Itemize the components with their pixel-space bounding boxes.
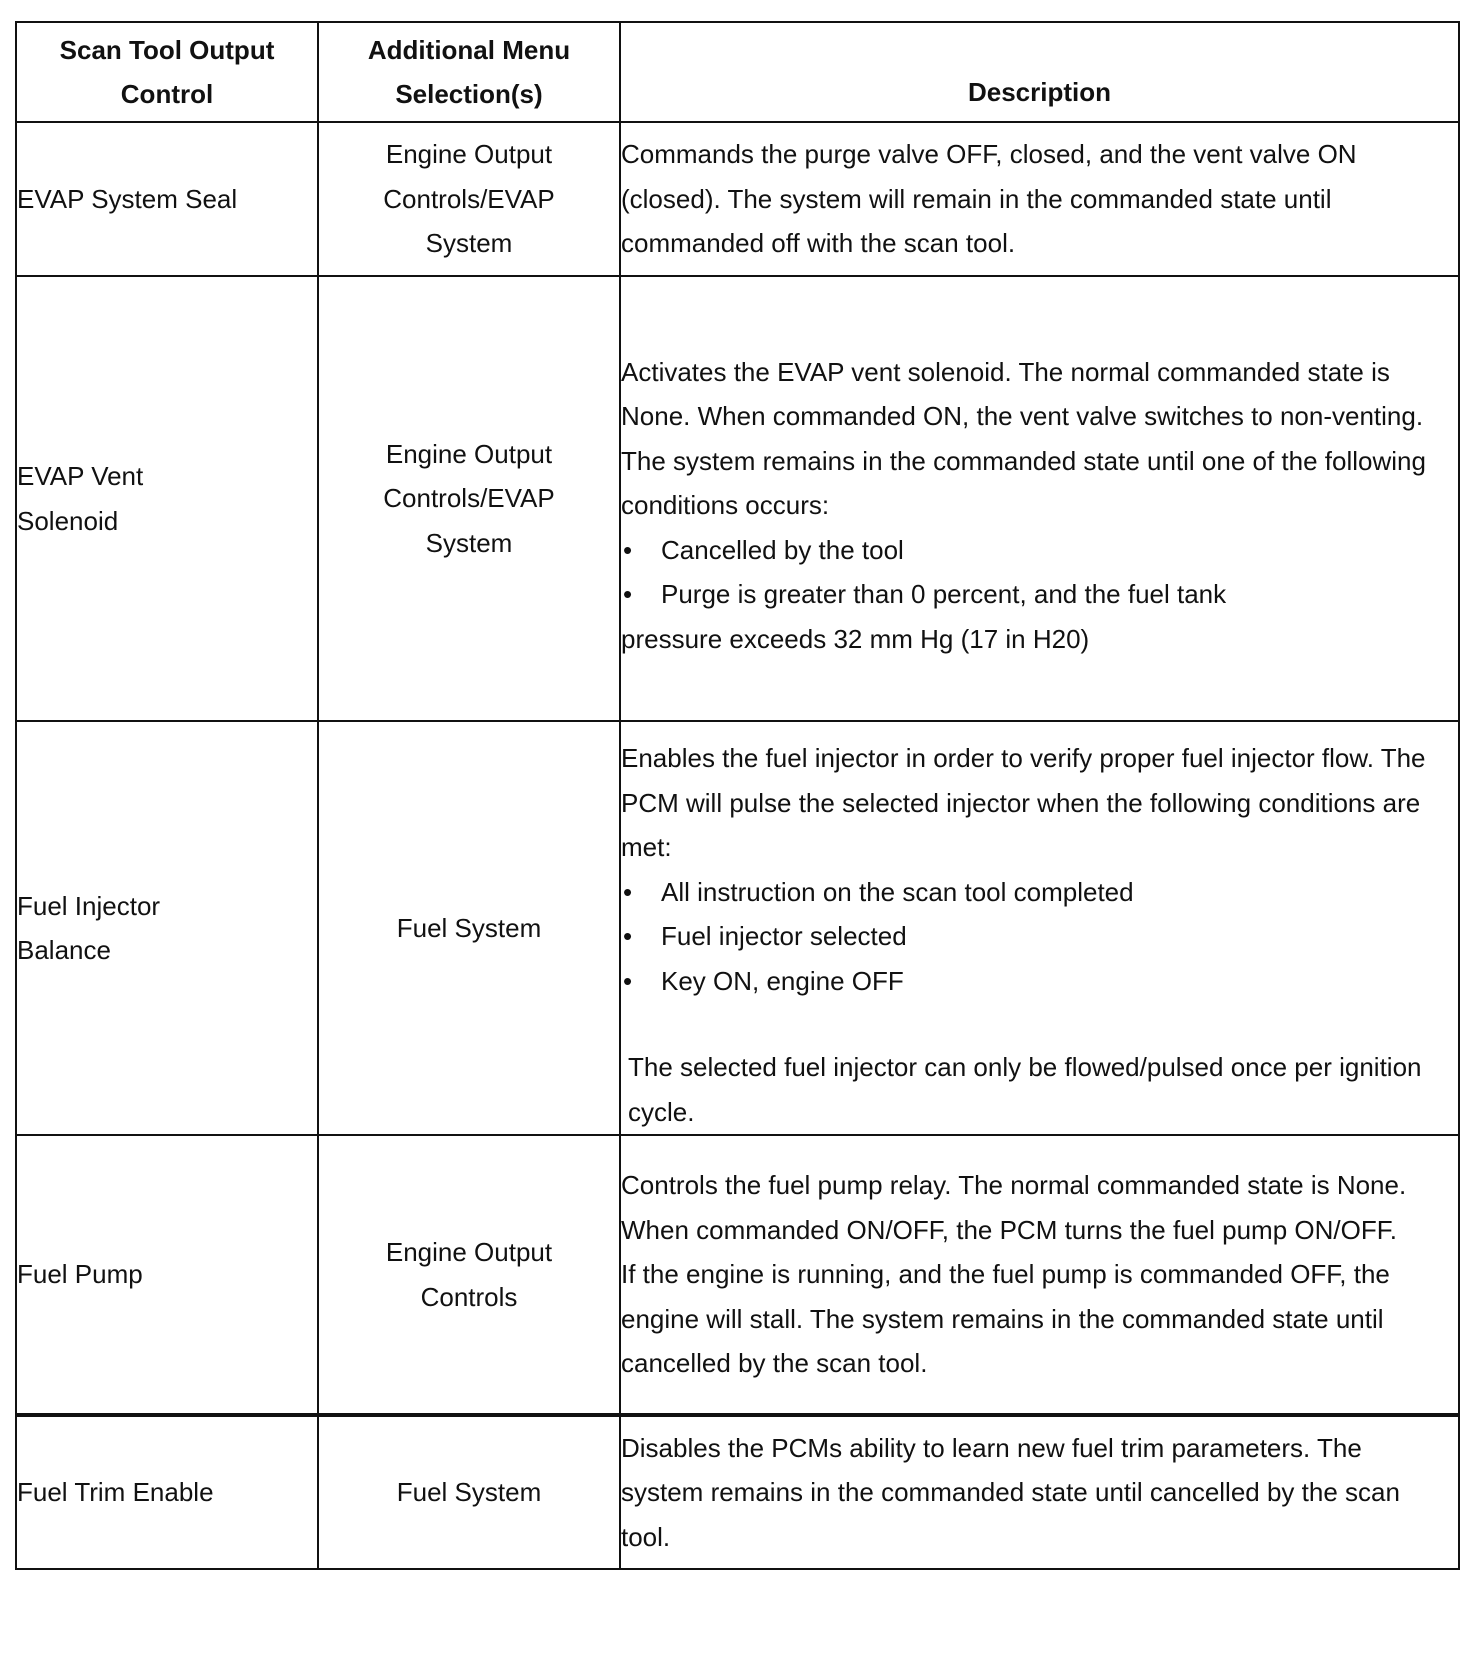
menu-selection: Fuel System [318, 721, 620, 1135]
header-output-control: Scan Tool Output Control [16, 22, 318, 122]
description [620, 721, 1459, 1135]
list-item: • Fuel injector selected [621, 914, 1458, 959]
output-control-name: EVAP Vent Solenoid [16, 276, 318, 721]
description [620, 276, 1459, 721]
table-row [16, 276, 1459, 721]
menu-selection: Engine Output Controls/EVAP System [318, 122, 620, 276]
list-item: • Cancelled by the tool [621, 528, 1458, 573]
output-control-name: Fuel Trim Enable [16, 1415, 318, 1569]
list-item: • Key ON, engine OFF [621, 959, 1458, 1004]
header-description: Description [620, 22, 1459, 122]
list-item: • All instruction on the scan tool completed [621, 870, 1458, 915]
description-note: The selected fuel injector can only be flowed/pulsed once per ignition cycle. [628, 1052, 1422, 1127]
table-row [16, 122, 1459, 276]
scan-tool-output-table [15, 21, 1460, 1570]
table-row [16, 1135, 1459, 1415]
condition-list [621, 528, 1458, 617]
menu-selection: Engine Output Controls/EVAP System [318, 276, 620, 721]
header-menu-selection: Additional Menu Selection(s) [318, 22, 620, 122]
description: Commands the purge valve OFF, closed, and the vent valve ON (closed). The system will remain in the commanded state until commanded off with the scan tool. [620, 122, 1459, 276]
output-control-name: Fuel Injector Balance [16, 721, 318, 1135]
list-item: • Purge is greater than 0 percent, and the fuel tank [621, 572, 1458, 617]
description-continuation: pressure exceeds 32 mm Hg (17 in H20) [621, 623, 1090, 654]
description-text: Enables the fuel injector in order to verify proper fuel injector flow. The PCM will pulse the selected injector when the following conditions are met: [621, 743, 1426, 862]
menu-selection: Engine Output Controls [318, 1135, 620, 1415]
description: Controls the fuel pump relay. The normal commanded state is None. When commanded ON/OFF, the PCM turns the fuel pump ON/OFF. If the engine is running, and the fuel pump is commanded OFF, the engine will stall. The system remains in the commanded state until cancelled by the scan tool. [620, 1135, 1459, 1415]
menu-selection: Fuel System [318, 1415, 620, 1569]
output-control-name: EVAP System Seal [16, 122, 318, 276]
description-text: Activates the EVAP vent solenoid. The normal commanded state is None. When commanded ON, the vent valve switches to non-venting. The system remains in the commanded state until one of the following conditions occurs: [621, 356, 1426, 521]
condition-list [621, 870, 1458, 1004]
output-control-name: Fuel Pump [16, 1135, 318, 1415]
table-row [16, 721, 1459, 1135]
description: Disables the PCMs ability to learn new fuel trim parameters. The system remains in the commanded state until cancelled by the scan tool. [620, 1415, 1459, 1569]
table-header-row [16, 22, 1459, 122]
spacer [621, 1003, 1458, 1045]
table-row [16, 1415, 1459, 1569]
